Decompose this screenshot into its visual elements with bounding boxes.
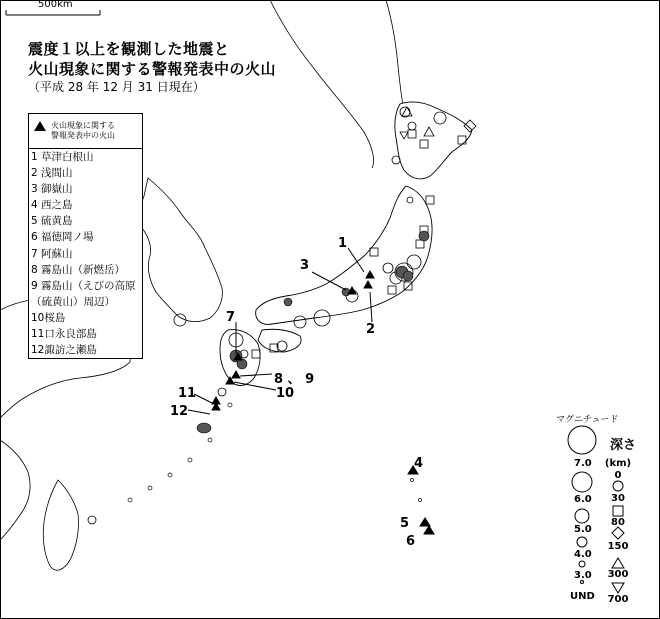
map-label-3: 3: [300, 258, 310, 273]
hokkaido: [395, 102, 472, 179]
date-subtitle: （平成 28 年 12 月 31 日現在）: [28, 80, 205, 94]
legend-item: 8 霧島山（新燃岳）: [31, 263, 126, 276]
map-label-11: 11: [178, 386, 197, 401]
volcano-12-suwanose: [212, 397, 220, 404]
map-label-10: 10: [276, 386, 295, 401]
magnitude-label: 3.0: [574, 570, 592, 581]
title-line-2: 火山現象に関する警報発表中の火山: [28, 60, 277, 78]
legend-item: 4 西之島: [31, 199, 73, 212]
map-label-1: 1: [338, 236, 348, 251]
map-label-12: 12: [170, 404, 189, 419]
depth-label: 700: [607, 594, 629, 605]
map-label-5: 5: [400, 516, 410, 531]
legend-item: 7 阿蘇山: [31, 247, 73, 260]
map-label-2: 2: [366, 322, 376, 337]
legend-item: 11口永良部島: [31, 328, 97, 341]
legend-item: 3 御嶽山: [31, 183, 73, 196]
scale-label: 500km: [38, 0, 73, 10]
depth-legend-title: 深さ: [610, 438, 637, 453]
legend-item: 5 硫黄島: [31, 215, 73, 228]
legend-item: 2 浅間山: [31, 167, 73, 180]
volcano-triangle-icon: [34, 121, 46, 131]
scale-bar: [6, 10, 100, 15]
china-coast: [0, 440, 30, 540]
russia-coastline: [270, 0, 374, 168]
depth-label: 300: [607, 569, 629, 580]
legend-item: 10桜島: [31, 311, 66, 324]
legend-item: 12諏訪之瀬島: [31, 344, 97, 357]
title-line-1: 震度１以上を観測した地震と: [28, 40, 230, 58]
map-label-4: 4: [414, 456, 424, 471]
magnitude-label: UND: [570, 591, 595, 602]
legend-item: 1 草津白根山: [31, 151, 94, 163]
legend-symbol-label-1: 火山現象に関する: [51, 121, 115, 130]
magnitude-label: 5.0: [574, 524, 592, 535]
legend-header: [29, 114, 142, 149]
depth-label: 150: [607, 541, 629, 552]
shikoku: [258, 329, 301, 352]
taiwan: [43, 480, 78, 570]
magnitude-label: 6.0: [574, 494, 592, 505]
map-label-8-9: 8 、 9: [274, 372, 315, 387]
depth-label: 30: [611, 493, 625, 504]
volcano-6-fukutoku: [424, 526, 434, 534]
sakhalin: [386, 0, 404, 112]
depth-label: 0: [614, 470, 622, 481]
map-label-6: 6: [406, 534, 416, 549]
volcano-5-iwojima: [420, 518, 430, 526]
korea-coastline: [140, 178, 223, 322]
magnitude-label: 4.0: [574, 549, 592, 560]
magnitude-legend-title: マグニチュード: [556, 415, 619, 425]
magnitude-label: 7.0: [574, 458, 592, 469]
depth-label: 80: [611, 517, 625, 528]
legend-item: 6 福徳岡ノ場: [31, 231, 94, 244]
honshu: [256, 186, 432, 324]
map-label-7: 7: [226, 310, 236, 325]
legend-symbol-label-2: 警報発表中の火山: [51, 131, 115, 140]
volcano-legend: [28, 113, 143, 359]
legend-item: （硫黄山）周辺）: [31, 295, 115, 308]
depth-unit: (km): [604, 458, 632, 469]
legend-item: 9 霧島山（えびの高原: [31, 279, 136, 292]
